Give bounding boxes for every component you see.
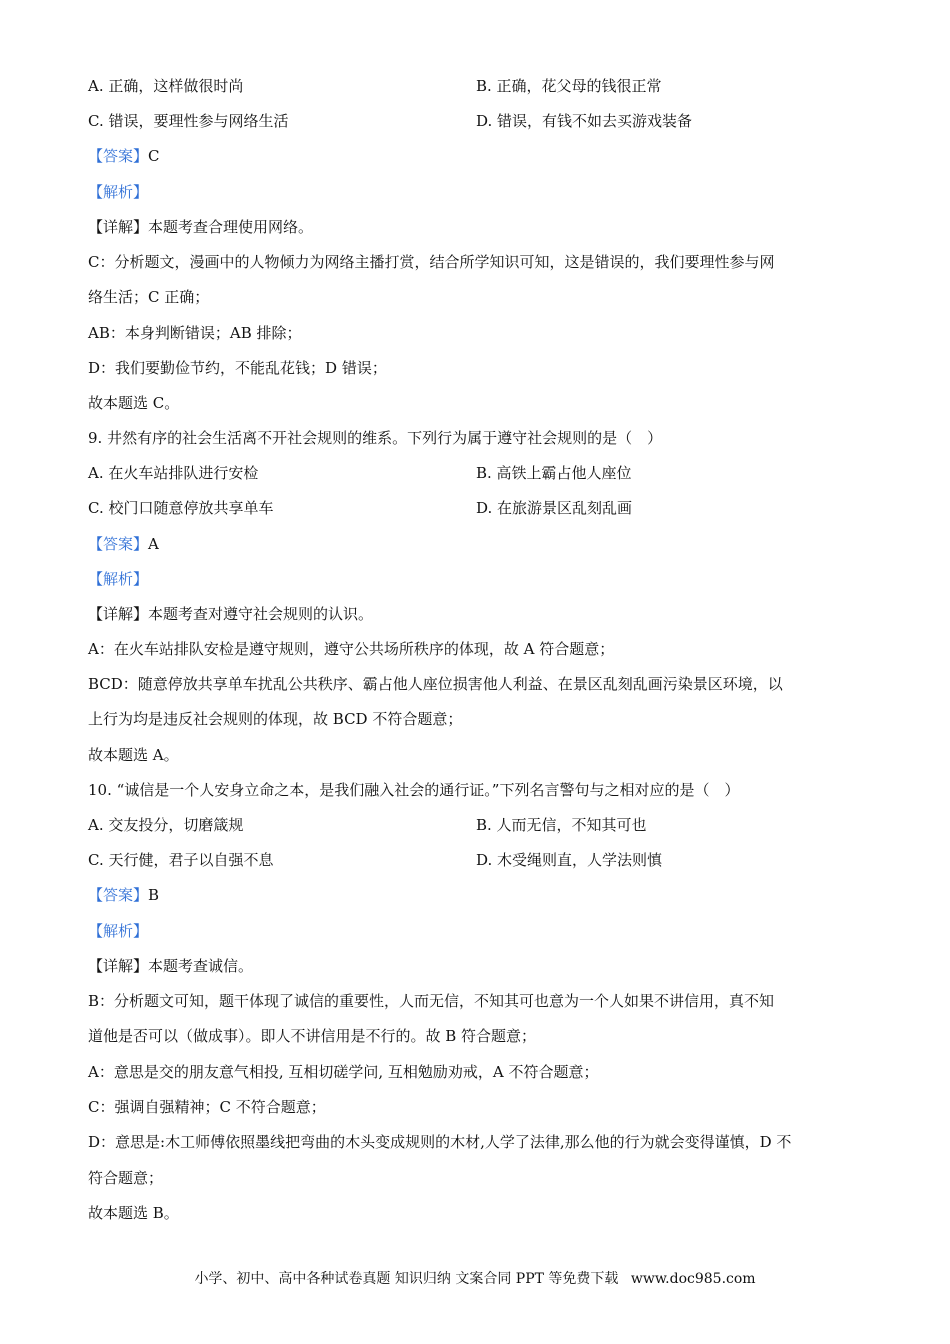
q8-option-a: A. 正确，这样做很时尚 xyxy=(88,77,244,95)
q9-line-3: 上行为均是违反社会规则的体现，故 BCD 不符合题意； xyxy=(88,710,463,728)
q10-line-2: 道他是否可以（做成事）。即人不讲信用是不行的。故 B 符合题意； xyxy=(88,1027,537,1045)
q10-line-3: A：意思是交的朋友意气相投, 互相切磋学问, 互相勉励劝戒，A 不符合题意； xyxy=(88,1063,599,1081)
answer-tag: 【答案】 xyxy=(88,535,149,553)
q10-option-d: D. 木受绳则直，人学法则慎 xyxy=(476,851,663,869)
q9-line-2: BCD：随意停放共享单车扰乱公共秩序、霸占他人座位损害他人利益、在景区乱刻乱画污染景区环境，以 xyxy=(88,675,783,693)
q8-option-b: B. 正确，花父母的钱很正常 xyxy=(476,77,662,95)
page-footer xyxy=(0,1270,950,1288)
answer-tag: 【答案】 xyxy=(88,886,149,904)
q10-line-6: 符合题意； xyxy=(88,1169,164,1187)
q8-line-3: AB：本身判断错误；AB 排除； xyxy=(88,324,302,342)
footer-url[interactable]: www.doc985.com xyxy=(630,1271,756,1287)
q8-analysis-tag: 【解析】 xyxy=(88,183,149,201)
q8-line-4: D：我们要勤俭节约，不能乱花钱；D 错误； xyxy=(88,359,387,377)
answer-value: B xyxy=(148,886,160,904)
q8-answer xyxy=(88,146,160,166)
answer-value: A xyxy=(148,535,159,553)
detail-text: 本题考查对遵守社会规则的认识。 xyxy=(148,605,374,623)
detail-tag: 【详解】 xyxy=(88,218,149,236)
q10-line-7: 故本题选 B。 xyxy=(88,1204,179,1222)
answer-value: C xyxy=(148,147,160,165)
q10-option-a: A. 交友投分，切磨箴规 xyxy=(88,816,244,834)
detail-text: 本题考查诚信。 xyxy=(148,957,254,975)
q9-analysis-tag: 【解析】 xyxy=(88,570,149,588)
q10-option-c: C. 天行健，君子以自强不息 xyxy=(88,851,274,869)
q10-analysis-tag: 【解析】 xyxy=(88,922,149,940)
q8-line-1: C：分析题文，漫画中的人物倾力为网络主播打赏，结合所学知识可知，这是错误的，我们要理性参与网 xyxy=(88,253,775,271)
q10-stem: 10. “诚信是一个人安身立命之本，是我们融入社会的通行证。”下列名言警句与之相对应的是（ ） xyxy=(88,781,740,799)
q9-option-c: C. 校门口随意停放共享单车 xyxy=(88,499,274,517)
q9-option-d: D. 在旅游景区乱刻乱画 xyxy=(476,499,633,517)
q10-line-5: D：意思是:木工师傅依照墨线把弯曲的木头变成规则的木材,人学了法律,那么他的行为就会变得谨慎，D 不 xyxy=(88,1133,792,1151)
q10-option-b: B. 人而无信，不知其可也 xyxy=(476,816,647,834)
q9-answer xyxy=(88,534,159,554)
q9-option-b: B. 高铁上霸占他人座位 xyxy=(476,464,632,482)
detail-tag: 【详解】 xyxy=(88,605,149,623)
footer-text: 小学、初中、高中各种试卷真题 知识归纳 文案合同 PPT 等免费下载 xyxy=(194,1271,619,1287)
q10-detail xyxy=(88,956,253,976)
q8-option-d: D. 错误，有钱不如去买游戏装备 xyxy=(476,112,693,130)
detail-tag: 【详解】 xyxy=(88,957,149,975)
q9-option-a: A. 在火车站排队进行安检 xyxy=(88,464,259,482)
q8-line-2: 络生活；C 正确； xyxy=(88,288,210,306)
q9-line-4: 故本题选 A。 xyxy=(88,746,179,764)
q10-answer xyxy=(88,885,159,905)
q8-option-c: C. 错误，要理性参与网络生活 xyxy=(88,112,289,130)
q10-line-1: B：分析题文可知，题干体现了诚信的重要性，人而无信，不知其可也意为一个人如果不讲信用，真不知 xyxy=(88,992,775,1010)
detail-text: 本题考查合理使用网络。 xyxy=(148,218,314,236)
q9-line-1: A：在火车站排队安检是遵守规则，遵守公共场所秩序的体现，故 A 符合题意； xyxy=(88,640,615,658)
answer-tag: 【答案】 xyxy=(88,147,149,165)
q8-detail xyxy=(88,217,313,237)
q8-line-5: 故本题选 C。 xyxy=(88,394,180,412)
q10-line-4: C：强调自强精神；C 不符合题意； xyxy=(88,1098,326,1116)
q9-detail xyxy=(88,604,373,624)
q9-stem: 9. 井然有序的社会生活离不开社会规则的维系。下列行为属于遵守社会规则的是（ ） xyxy=(88,429,663,447)
